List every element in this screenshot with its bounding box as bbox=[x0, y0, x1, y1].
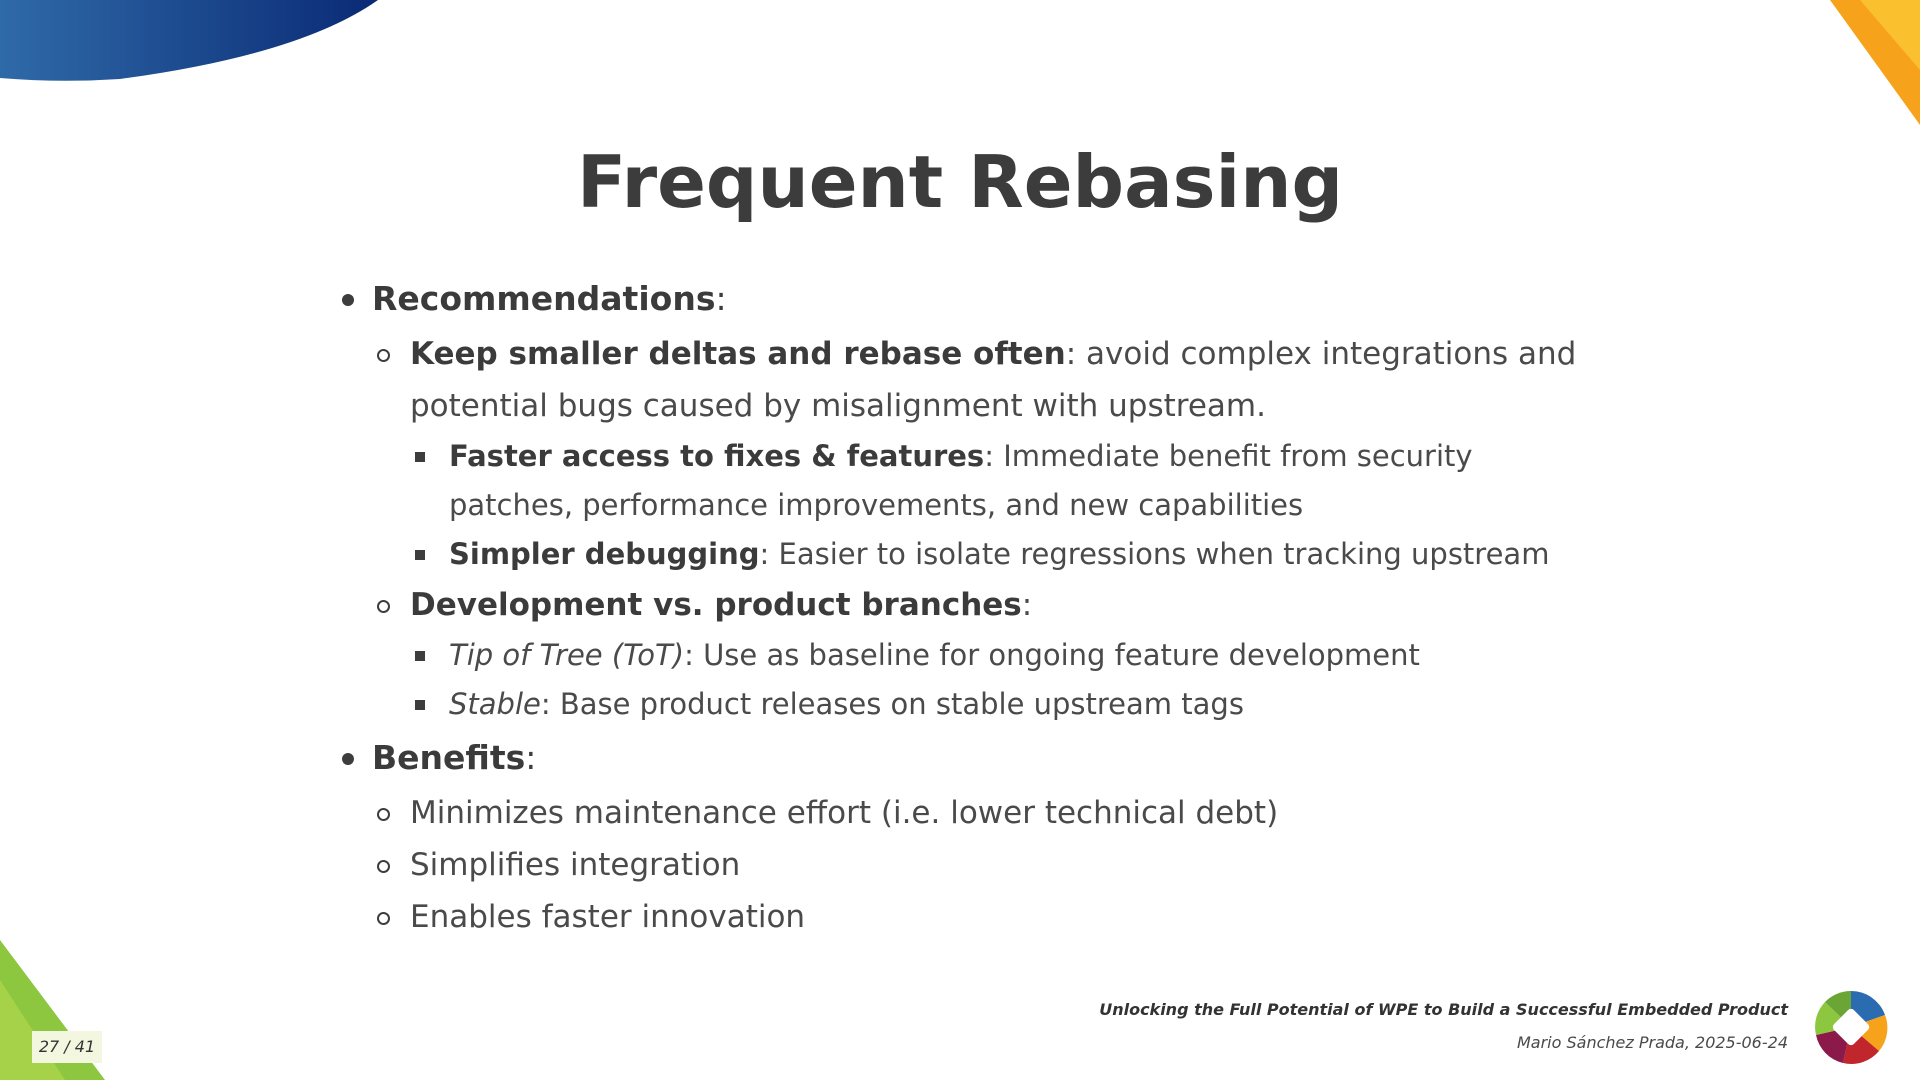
bullet-circle-icon bbox=[377, 600, 390, 613]
recommendations-colon: : bbox=[715, 279, 727, 318]
simpler-debugging-text: : Easier to isolate regressions when tracking upstream bbox=[759, 537, 1550, 571]
footer-title: Unlocking the Full Potential of WPE to Build a Successful Embedded Product bbox=[1099, 1000, 1788, 1019]
benefit-text: Minimizes maintenance effort (i.e. lower technical debt) bbox=[410, 795, 1279, 831]
benefit-text: Enables faster innovation bbox=[410, 899, 806, 935]
bullet-disc-icon bbox=[342, 294, 354, 306]
benefits-sublist bbox=[372, 787, 1586, 943]
branches-colon: : bbox=[1021, 587, 1033, 623]
page-number: 27 / 41 bbox=[32, 1031, 102, 1063]
slide-content bbox=[336, 270, 1586, 943]
stable-label: Stable bbox=[449, 687, 541, 721]
keep-deltas-label: Keep smaller deltas and rebase often bbox=[410, 336, 1066, 372]
bullet-circle-icon bbox=[377, 912, 390, 925]
bullet-square-icon bbox=[415, 651, 425, 661]
list-item-faster-access bbox=[410, 432, 1586, 530]
list-item-benefit bbox=[372, 787, 1586, 839]
keep-deltas-sublist bbox=[410, 432, 1586, 579]
footer-author-date: Mario Sánchez Prada, 2025-06-24 bbox=[1516, 1033, 1788, 1052]
tot-text: : Use as baseline for ongoing feature development bbox=[684, 638, 1420, 672]
branches-label: Development vs. product branches bbox=[410, 587, 1022, 623]
list-item-branches bbox=[372, 579, 1586, 729]
bullet-square-icon bbox=[415, 700, 425, 710]
bullet-list bbox=[336, 270, 1586, 943]
bullet-circle-icon bbox=[377, 860, 390, 873]
list-item-benefit bbox=[372, 891, 1586, 943]
decorative-swoosh-top-left bbox=[0, 0, 400, 85]
bullet-square-icon bbox=[415, 550, 425, 560]
list-item-benefit bbox=[372, 839, 1586, 891]
list-item-keep-deltas bbox=[372, 328, 1586, 579]
faster-access-label: Faster access to fixes & features bbox=[449, 439, 985, 473]
recommendations-label: Recommendations bbox=[372, 279, 716, 318]
list-item-tot bbox=[410, 631, 1586, 680]
tot-label: Tip of Tree (ToT) bbox=[449, 638, 685, 672]
list-item-benefits bbox=[336, 729, 1586, 943]
benefit-text: Simplifies integration bbox=[410, 847, 741, 883]
keep-deltas-text: : avoid complex integrations and potential bugs caused by misalignment with upstream. bbox=[410, 336, 1577, 424]
igalia-logo-icon bbox=[1813, 989, 1889, 1065]
simpler-debugging-label: Simpler debugging bbox=[449, 537, 760, 571]
bullet-disc-icon bbox=[342, 753, 354, 765]
slide-title: Frequent Rebasing bbox=[576, 140, 1344, 224]
recommendations-sublist bbox=[372, 328, 1586, 729]
bullet-square-icon bbox=[415, 452, 425, 462]
stable-text: : Base product releases on stable upstream tags bbox=[540, 687, 1244, 721]
benefits-label: Benefits bbox=[372, 738, 526, 777]
list-item-simpler-debugging bbox=[410, 530, 1586, 579]
bullet-circle-icon bbox=[377, 808, 390, 821]
list-item-recommendations bbox=[336, 270, 1586, 729]
branches-sublist bbox=[410, 631, 1586, 729]
decorative-triangle-top-right bbox=[1830, 0, 1920, 130]
benefits-colon: : bbox=[525, 738, 537, 777]
faster-access-text: : Immediate benefit from security patches, performance improvements, and new capabilities bbox=[449, 439, 1473, 522]
bullet-circle-icon bbox=[377, 349, 390, 362]
list-item-stable bbox=[410, 680, 1586, 729]
